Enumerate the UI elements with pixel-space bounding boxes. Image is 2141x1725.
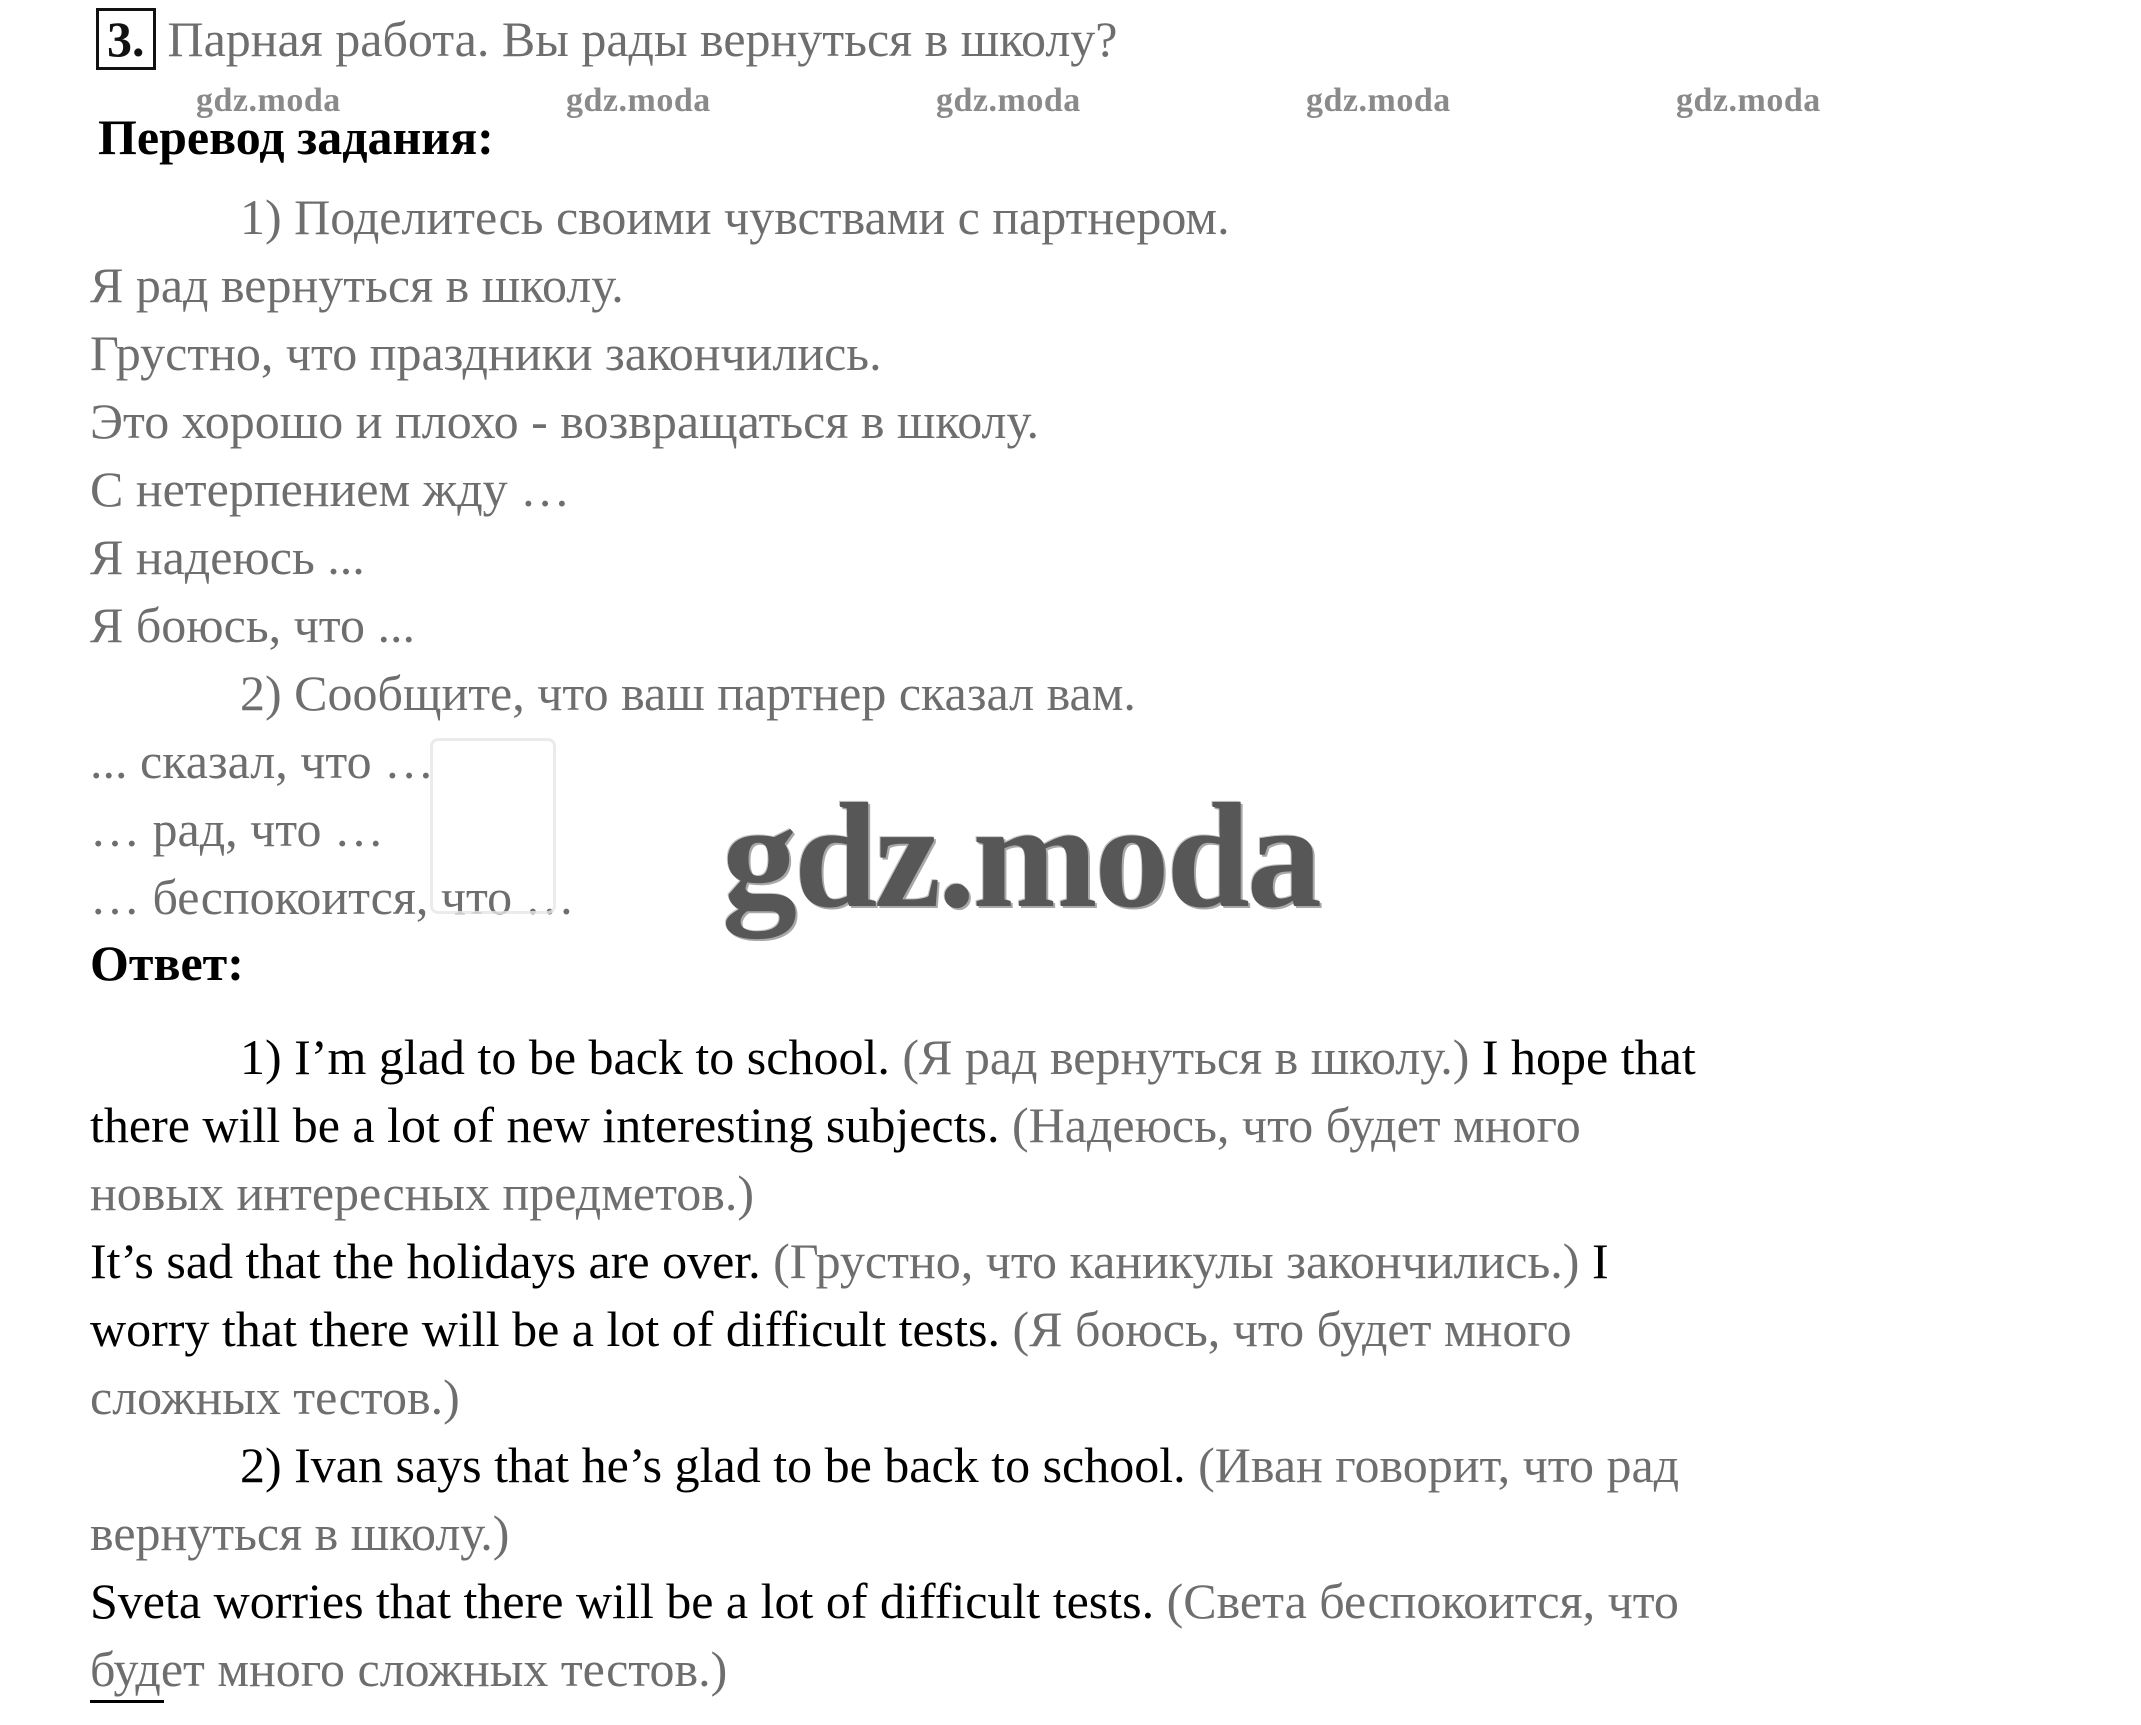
translation-line: Грустно, что праздники закончились. — [90, 325, 882, 381]
answer-line — [90, 1300, 1572, 1358]
translation-line: Это хорошо и плохо - возвращаться в школу. — [90, 393, 1039, 449]
translation-line: Я надеюсь ... — [90, 529, 365, 585]
watermark-small: gdz.moda — [1676, 82, 1821, 119]
answer-line — [240, 1028, 1696, 1086]
answer-line — [90, 1232, 1609, 1290]
answer-line — [90, 1504, 509, 1562]
answer-english: Sveta worries that there will be a lot of difficult tests. — [90, 1573, 1167, 1629]
answer-line — [90, 1096, 1581, 1154]
answer-russian: (Я боюсь, что будет много — [1012, 1301, 1572, 1357]
watermark-small: gdz.moda — [936, 82, 1081, 119]
answer-english: there will be a lot of new interesting subjects. — [90, 1097, 1012, 1153]
answer-russian: (Я рад вернуться в школу.) — [902, 1029, 1482, 1085]
answer-english: worry that there will be a lot of difficult tests. — [90, 1301, 1013, 1357]
translation-line: Я рад вернуться в школу. — [90, 257, 624, 313]
translation-line: 1) Поделитесь своими чувствами с партнером. — [240, 189, 1230, 245]
answer-russian: (Надеюсь, что будет много — [1011, 1097, 1581, 1153]
answer-russian: новых интересных предметов.) — [90, 1165, 755, 1221]
answer-russian: вернуться в школу.) — [90, 1505, 510, 1561]
task-title: Парная работа. Вы рады вернуться в школу? — [167, 11, 1118, 67]
watermark-ghost-shape — [430, 738, 556, 914]
answer-english: 2) Ivan says that he’s glad to be back to school. — [240, 1437, 1199, 1493]
task-header — [96, 8, 1118, 70]
answer-line — [90, 1572, 1679, 1630]
answer-english: I — [1591, 1233, 1609, 1289]
translation-line: … беспокоится, что … — [90, 869, 575, 925]
translation-heading: Перевод задания: — [98, 109, 494, 165]
watermark-small: gdz.moda — [196, 82, 341, 119]
watermark-small: gdz.moda — [1306, 82, 1451, 119]
answer-english: It’s sad that the holidays are over. — [90, 1233, 774, 1289]
footer-rule — [90, 1700, 164, 1703]
answer-russian: будет много сложных тестов.) — [90, 1641, 728, 1697]
answer-line — [90, 1164, 754, 1222]
translation-line: 2) Сообщите, что ваш партнер сказал вам. — [240, 665, 1136, 721]
answer-line — [90, 1368, 460, 1426]
task-number: 3. — [96, 8, 156, 70]
answer-english: 1) I’m glad to be back to school. — [240, 1029, 903, 1085]
translation-line: Я боюсь, что ... — [90, 597, 415, 653]
answer-line — [240, 1436, 1679, 1494]
answer-heading: Ответ: — [90, 935, 244, 991]
translation-line: С нетерпением жду … — [90, 461, 571, 517]
answer-line — [90, 1640, 727, 1698]
watermark-small: gdz.moda — [566, 82, 711, 119]
answer-russian: сложных тестов.) — [90, 1369, 460, 1425]
answer-english: I hope that — [1481, 1029, 1696, 1085]
translation-line: ... сказал, что … — [90, 733, 435, 789]
answer-russian: (Грустно, что каникулы закончились.) — [773, 1233, 1592, 1289]
answer-russian: (Света беспокоится, что — [1166, 1573, 1679, 1629]
watermark-large: gdz.moda — [722, 773, 1319, 939]
answer-russian: (Иван говорит, что рад — [1198, 1437, 1680, 1493]
translation-line: … рад, что … — [90, 801, 384, 857]
